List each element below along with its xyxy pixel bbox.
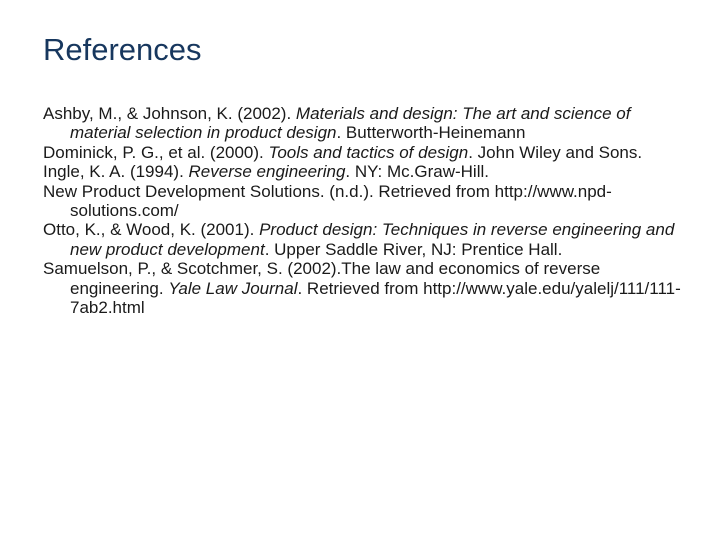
reference-text: New Product Development Solutions. (n.d.). Retrieved from http://www.npd-solutions.com/	[43, 181, 612, 221]
reference-text: Dominick, P. G., et al. (2000).	[43, 142, 269, 162]
reference-text: Otto, K., & Wood, K. (2001).	[43, 220, 260, 240]
reference-italic-title: Product design: Techniques in reverse engineering and new product development	[70, 220, 675, 259]
reference-item	[43, 104, 693, 143]
reference-list	[43, 104, 693, 317]
reference-text: . John Wiley and Sons.	[468, 142, 643, 162]
reference-item	[43, 162, 693, 181]
reference-item	[43, 259, 693, 317]
reference-text: Ashby, M., & Johnson, K. (2002).	[43, 104, 296, 123]
reference-item	[43, 182, 693, 221]
reference-item	[43, 220, 693, 259]
reference-text: Samuelson, P., & Scotchmer, S. (2002).The law and economics of reverse engineering.	[43, 259, 601, 298]
reference-text: . Butterworth-Heinemann	[336, 123, 526, 143]
reference-italic-title: Tools and tactics of design	[268, 142, 469, 162]
reference-item	[43, 143, 693, 162]
reference-text: . NY: Mc.Graw-Hill.	[345, 162, 489, 182]
slide-title: References	[43, 32, 202, 67]
reference-italic-title: Reverse engineering	[188, 162, 346, 182]
reference-italic-title: Yale Law Journal	[168, 278, 298, 298]
reference-text: . Upper Saddle River, NJ: Prentice Hall.	[264, 239, 563, 259]
reference-italic-title: Materials and design: The art and science of material selection in product design	[70, 104, 631, 143]
reference-text: Ingle, K. A. (1994).	[43, 162, 189, 182]
reference-text: . Retrieved from http://www.yale.edu/yalelj/111/111-7ab2.html	[70, 278, 681, 318]
